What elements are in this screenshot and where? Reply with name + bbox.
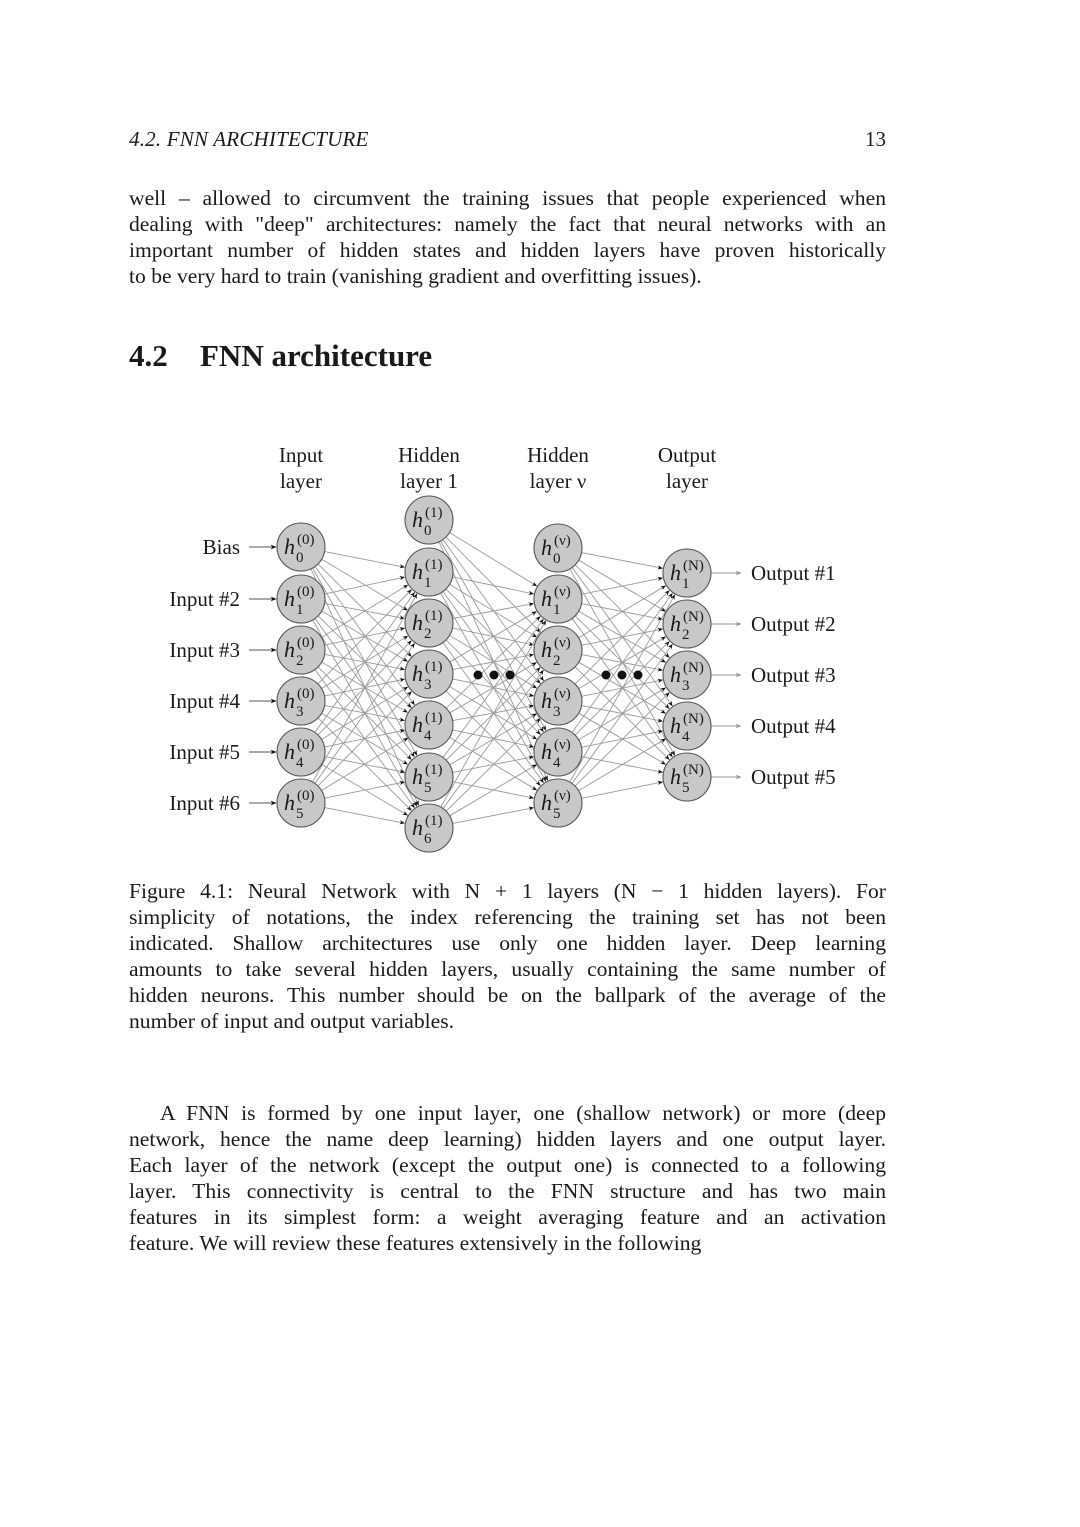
svg-text:4: 4 — [296, 755, 304, 771]
svg-text:5: 5 — [682, 780, 690, 796]
output-label: Output #3 — [751, 663, 836, 687]
svg-text:h: h — [541, 637, 552, 662]
edge — [452, 730, 533, 747]
svg-text:h: h — [541, 790, 552, 815]
svg-text:(1): (1) — [425, 557, 443, 573]
svg-text:6: 6 — [424, 831, 432, 847]
neuron-node — [405, 599, 453, 647]
svg-text:(0): (0) — [297, 584, 315, 600]
caption-line: simplicity of notations, the index referencing the training set has not been — [129, 905, 886, 929]
svg-text:(0): (0) — [297, 788, 315, 804]
caption-line: indicated. Shallow architectures use only one hidden layer. Deep learning — [129, 931, 886, 955]
neural-network-diagram — [0, 430, 1080, 870]
svg-text:4: 4 — [424, 728, 432, 744]
neuron-node — [534, 626, 582, 674]
edge — [321, 738, 407, 791]
ellipsis-dot — [490, 671, 499, 680]
edge — [582, 553, 663, 569]
svg-text:1: 1 — [424, 575, 432, 591]
figure-caption — [129, 878, 886, 1034]
edge — [441, 621, 546, 807]
svg-text:0: 0 — [296, 550, 304, 566]
svg-text:h: h — [541, 586, 552, 611]
svg-text:3: 3 — [682, 678, 690, 694]
svg-text:h: h — [284, 688, 295, 713]
running-head — [129, 127, 886, 155]
svg-text:h: h — [412, 559, 423, 584]
edge — [453, 706, 534, 721]
svg-text:h: h — [670, 713, 681, 738]
output-label: Output #5 — [751, 765, 836, 789]
caption-line: number of input and output variables. — [129, 1009, 455, 1033]
svg-text:h: h — [284, 534, 295, 559]
layer-title: Hidden — [527, 443, 589, 467]
svg-text:3: 3 — [296, 704, 304, 720]
edge — [449, 533, 536, 586]
edge — [582, 578, 663, 594]
svg-text:(N): (N) — [683, 660, 704, 676]
svg-text:h: h — [284, 586, 295, 611]
section-number: 4.2 — [129, 338, 168, 373]
text-line: A FNN is formed by one input layer, one (shallow network) or more (deep — [160, 1101, 886, 1125]
layer-title: Output — [657, 443, 717, 467]
svg-text:(ν): (ν) — [554, 533, 571, 549]
svg-text:(1): (1) — [425, 659, 443, 675]
edge — [318, 590, 411, 684]
svg-text:(ν): (ν) — [554, 635, 571, 651]
svg-text:h: h — [412, 610, 423, 635]
ellipsis-dot — [506, 671, 515, 680]
edge — [325, 808, 405, 824]
input-label: Input #2 — [169, 587, 240, 611]
edge — [322, 559, 408, 610]
edge — [315, 592, 415, 732]
neuron-node — [405, 650, 453, 698]
svg-text:h: h — [412, 815, 423, 840]
neuron-node — [663, 651, 711, 699]
neuron-node — [663, 753, 711, 801]
edge — [443, 670, 543, 808]
layer-titles — [279, 443, 716, 493]
svg-text:h: h — [284, 637, 295, 662]
svg-text:h: h — [670, 560, 681, 585]
layer-title: Hidden — [398, 443, 460, 467]
svg-text:0: 0 — [553, 551, 561, 567]
edge — [453, 808, 534, 824]
edge — [453, 604, 534, 619]
svg-text:h: h — [284, 739, 295, 764]
svg-text:5: 5 — [553, 806, 561, 822]
svg-text:3: 3 — [553, 704, 561, 720]
svg-text:h: h — [541, 535, 552, 560]
neuron-node — [663, 600, 711, 648]
ellipsis-dot — [618, 671, 627, 680]
svg-text:(N): (N) — [683, 711, 704, 727]
output-label: Output #1 — [751, 561, 836, 585]
edge — [315, 566, 414, 704]
svg-text:(N): (N) — [683, 558, 704, 574]
edge — [325, 552, 405, 568]
svg-text:h: h — [412, 661, 423, 686]
output-label: Output #2 — [751, 612, 836, 636]
svg-text:h: h — [412, 507, 423, 532]
svg-text:h: h — [670, 611, 681, 636]
svg-text:2: 2 — [296, 653, 304, 669]
intro-paragraph — [129, 185, 886, 289]
caption-line: hidden neurons. This number should be on the ballpark of the average of the — [129, 983, 886, 1007]
layer-title: layer ν — [529, 469, 587, 493]
text-line: important number of hidden states and hidden layers have proven historically — [129, 238, 886, 262]
svg-text:(1): (1) — [425, 762, 443, 778]
caption-line: amounts to take several hidden layers, usually containing the same number of — [129, 957, 886, 981]
svg-text:(N): (N) — [683, 762, 704, 778]
svg-text:4: 4 — [682, 729, 690, 745]
text-line: features in its simplest form: a weight averaging feature and an activation — [129, 1205, 886, 1229]
svg-text:(1): (1) — [425, 813, 443, 829]
svg-text:(1): (1) — [425, 608, 443, 624]
svg-text:(1): (1) — [425, 505, 443, 521]
neuron-node — [277, 523, 325, 571]
svg-text:(1): (1) — [425, 710, 443, 726]
neuron-node — [405, 804, 453, 852]
svg-text:5: 5 — [296, 806, 304, 822]
caption-line: Figure 4.1: Neural Network with N + 1 layers (N − 1 hidden layers). For — [129, 879, 886, 903]
section-heading — [129, 338, 432, 374]
neuron-node — [534, 575, 582, 623]
input-label: Input #6 — [169, 791, 240, 815]
text-line: well – allowed to circumvent the training issues that people experienced when — [129, 186, 886, 210]
input-label: Input #4 — [169, 689, 240, 713]
svg-text:2: 2 — [424, 626, 432, 642]
neuron-node — [277, 575, 325, 623]
text-line: to be very hard to train (vanishing gradient and overfitting issues). — [129, 264, 702, 288]
neuron-node — [277, 779, 325, 827]
layer-title: layer 1 — [400, 469, 458, 493]
input-label: Input #3 — [169, 638, 240, 662]
edge — [325, 782, 405, 798]
neuron-node — [534, 677, 582, 725]
svg-text:1: 1 — [682, 576, 690, 592]
svg-text:(ν): (ν) — [554, 737, 571, 753]
edge — [582, 782, 663, 798]
svg-text:h: h — [284, 790, 295, 815]
svg-text:2: 2 — [682, 627, 690, 643]
neuron-node — [405, 701, 453, 749]
neuron-node — [277, 677, 325, 725]
svg-text:0: 0 — [424, 523, 432, 539]
ellipsis-dot — [602, 671, 611, 680]
svg-text:(N): (N) — [683, 609, 704, 625]
edge — [579, 739, 666, 791]
edge — [570, 595, 675, 782]
ellipsis-dot — [474, 671, 483, 680]
edge — [446, 719, 540, 812]
svg-text:1: 1 — [553, 602, 561, 618]
running-head-section: 4.2. FNN ARCHITECTURE — [129, 127, 369, 151]
svg-text:h: h — [541, 688, 552, 713]
text-line: feature. We will review these features extensively in the following — [129, 1231, 702, 1255]
page-number: 13 — [865, 127, 886, 151]
svg-text:(0): (0) — [297, 737, 315, 753]
neuron-node — [534, 779, 582, 827]
section-title: FNN architecture — [200, 338, 433, 373]
svg-text:(ν): (ν) — [554, 788, 571, 804]
output-label: Output #4 — [751, 714, 836, 738]
svg-text:3: 3 — [424, 677, 432, 693]
text-line: layer. This connectivity is central to the FNN structure and has two main — [129, 1179, 886, 1203]
input-label: Bias — [202, 535, 240, 559]
neuron-node — [277, 626, 325, 674]
text-line: network, hence the name deep learning) hidden layers and one output layer. — [129, 1127, 886, 1151]
svg-text:h: h — [670, 662, 681, 687]
svg-text:(0): (0) — [297, 635, 315, 651]
edge — [579, 586, 666, 638]
svg-text:h: h — [412, 712, 423, 737]
neuron-node — [663, 702, 711, 750]
ellipsis-dot — [634, 671, 643, 680]
svg-text:(ν): (ν) — [554, 584, 571, 600]
neuron-node — [405, 753, 453, 801]
edge — [450, 765, 537, 816]
layer-title: Input — [278, 443, 324, 467]
neuron-node — [405, 496, 453, 544]
neuron-node — [405, 548, 453, 596]
text-line: dealing with "deep" architectures: namely the fact that neural networks with an — [129, 212, 886, 236]
edge — [324, 577, 404, 594]
svg-text:h: h — [670, 764, 681, 789]
layer-title: layer — [666, 469, 708, 493]
svg-text:2: 2 — [553, 653, 561, 669]
edge — [572, 593, 672, 732]
svg-text:(0): (0) — [297, 686, 315, 702]
edge — [452, 577, 533, 594]
edge — [443, 540, 544, 681]
svg-text:h: h — [412, 764, 423, 789]
input-label: Input #5 — [169, 740, 240, 764]
svg-text:h: h — [541, 739, 552, 764]
neuron-node — [534, 728, 582, 776]
svg-text:4: 4 — [553, 755, 561, 771]
neuron-node — [534, 524, 582, 572]
svg-text:(ν): (ν) — [554, 686, 571, 702]
neuron-node — [663, 549, 711, 597]
edge — [572, 644, 672, 783]
layer-title: layer — [280, 469, 322, 493]
svg-text:5: 5 — [424, 780, 432, 796]
body-paragraph — [129, 1100, 886, 1256]
svg-text:1: 1 — [296, 602, 304, 618]
svg-text:(0): (0) — [297, 532, 315, 548]
text-line: Each layer of the network (except the output one) is connected to a following — [129, 1153, 886, 1177]
neuron-node — [277, 728, 325, 776]
